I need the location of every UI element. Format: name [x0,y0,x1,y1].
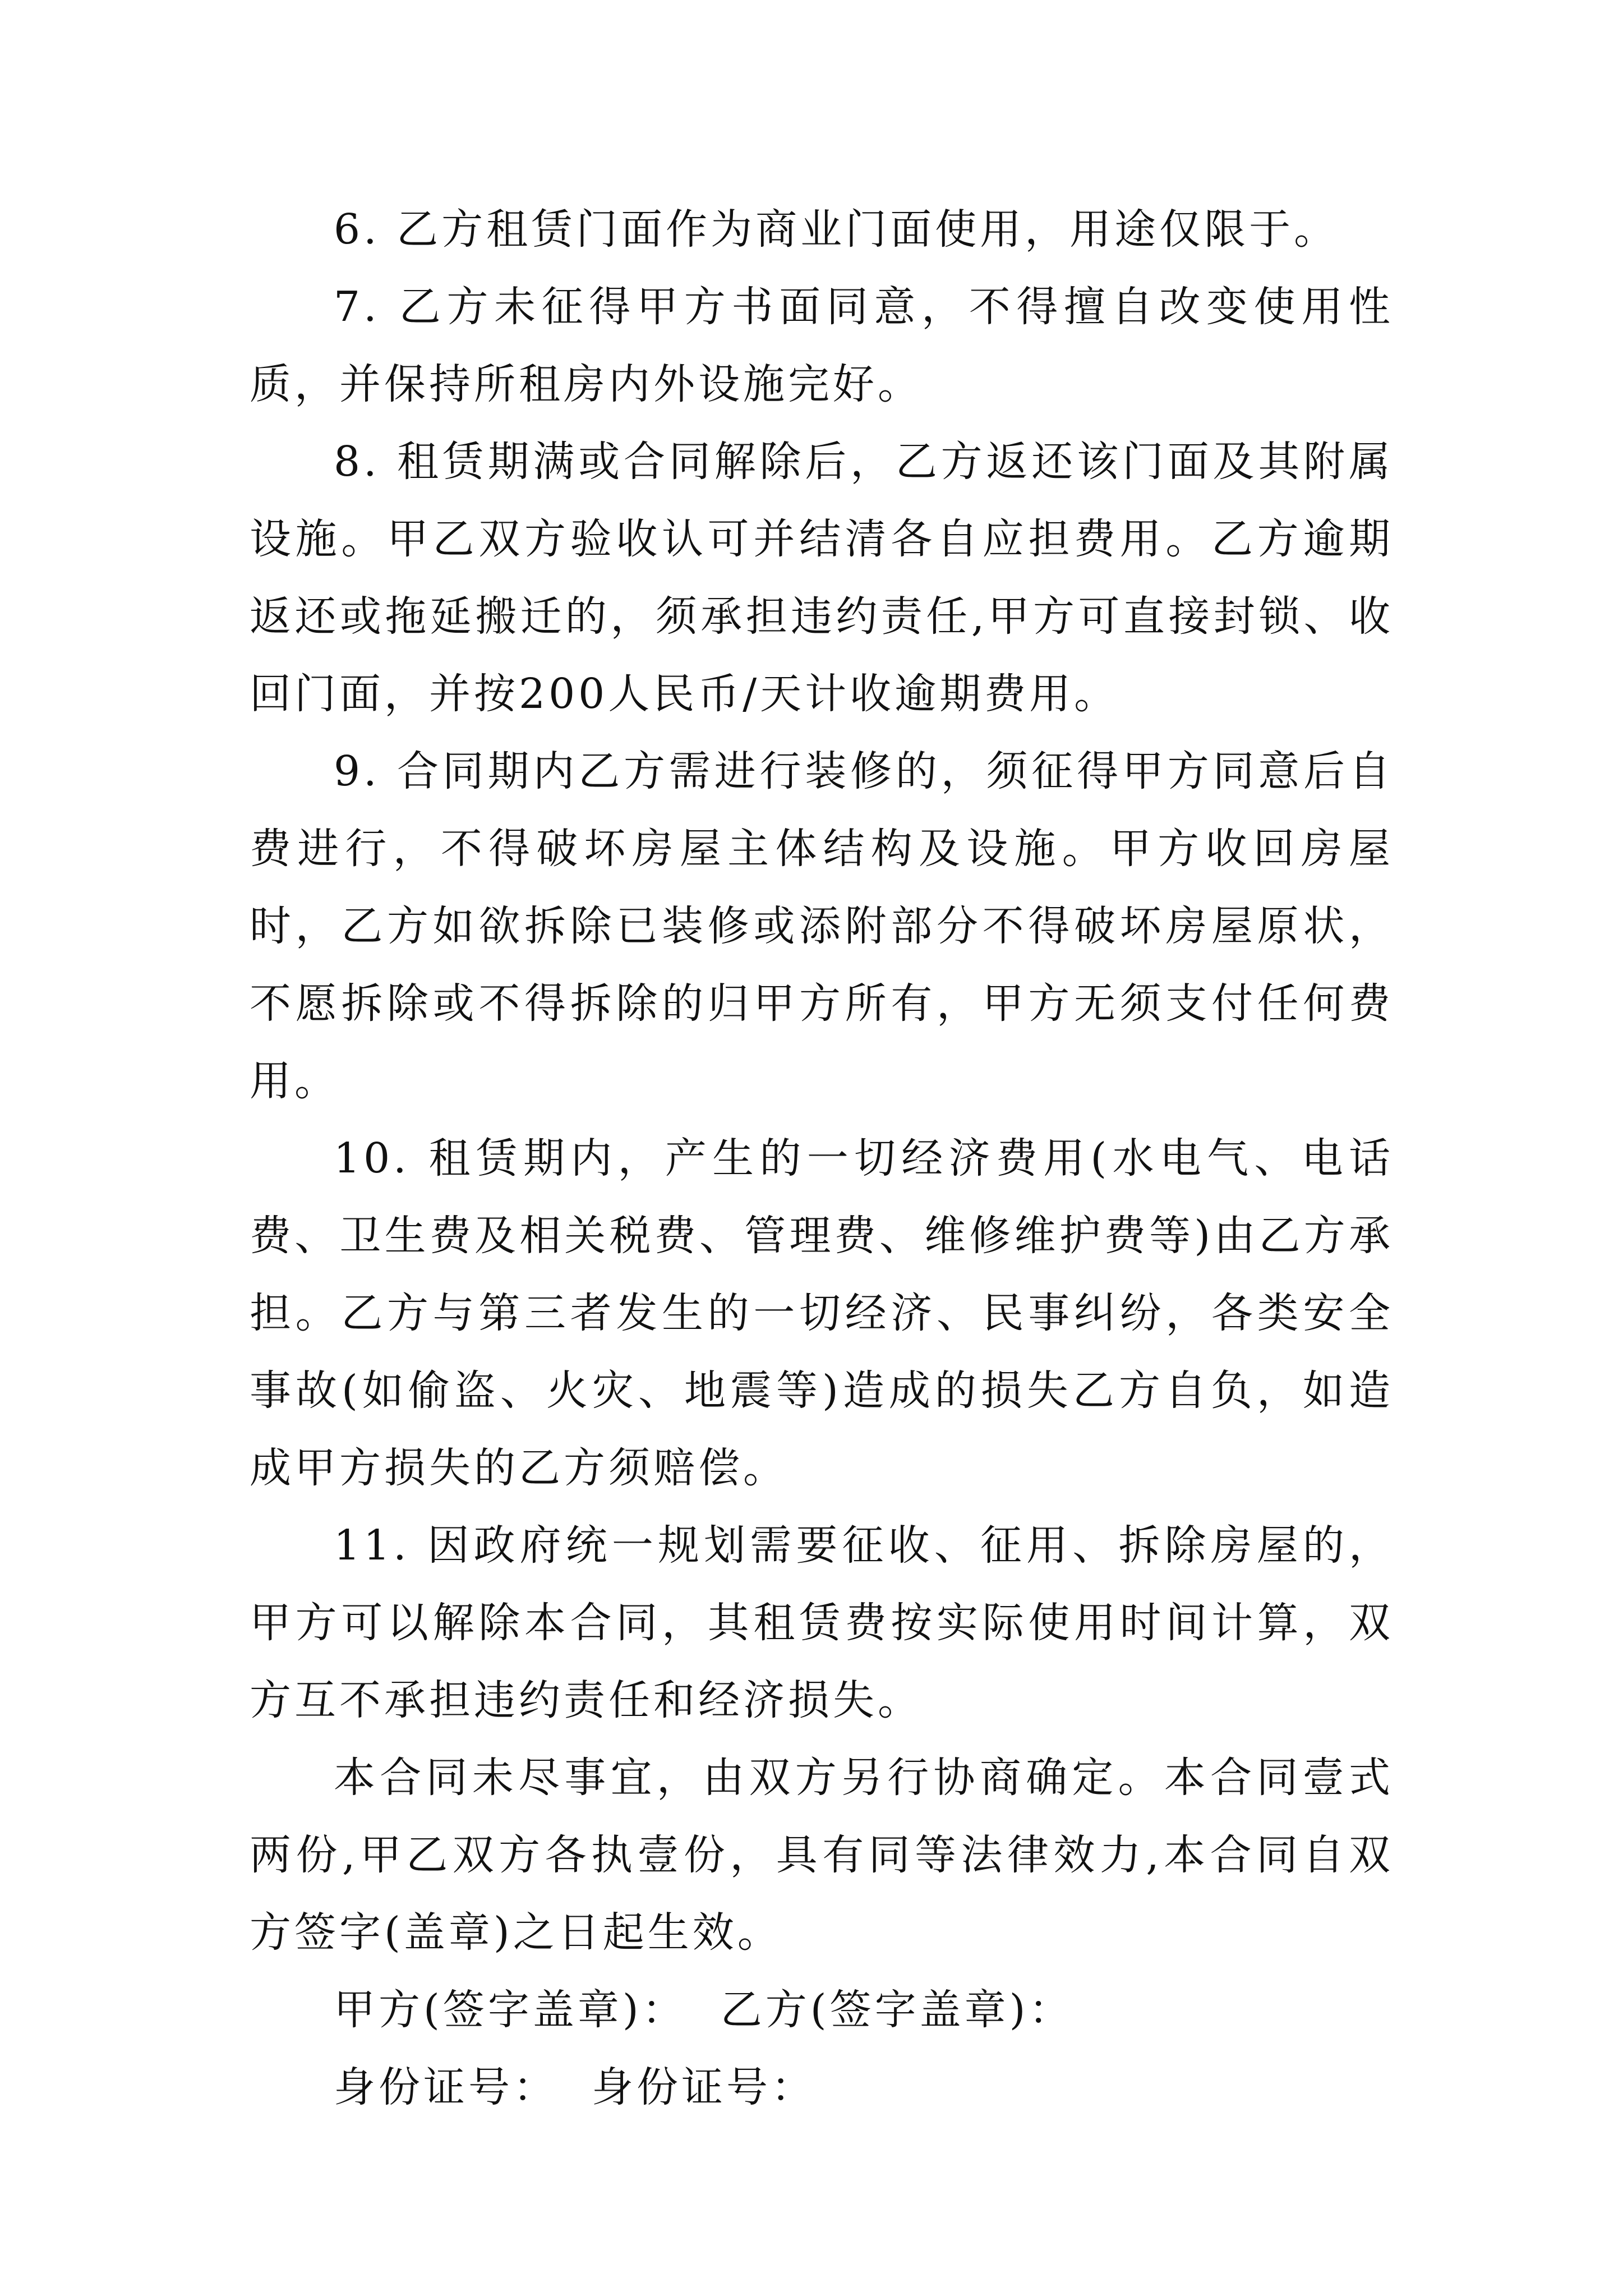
id-number-row [250,2049,1394,2126]
clause-6: 6. 乙方租赁门面作为商业门面使用，用途仅限于。 [334,205,1339,254]
signature-row [250,1971,1394,2049]
party-b-signature-label: 乙方(签字盖章)： [720,1986,1074,2034]
closing-clause: 本合同未尽事宜，由双方另行协商确定。本合同壹式两份,甲乙双方各执壹份，具有同等法律效力,本合同自双方签字(盖章)之日起生效。 [250,1754,1394,1957]
party-a-id-label: 身份证号： [334,2063,558,2111]
party-b-id-label: 身份证号： [592,2063,816,2111]
clause-8: 8. 租赁期满或合同解除后，乙方返还该门面及其附属设施。甲乙双方验收认可并结清各自应担费用。乙方逾期返还或拖延搬迁的，须承担违约责任,甲方可直接封锁、收回门面，并按200人民币/天计收逾期费用。 [250,438,1394,718]
contract-body [250,191,1394,2126]
clause-7: 7. 乙方未征得甲方书面同意，不得擅自改变使用性质，并保持所租房内外设施完好。 [250,283,1394,408]
clause-9: 9. 合同期内乙方需进行装修的，须征得甲方同意后自费进行，不得破坏房屋主体结构及设施。甲方收回房屋时，乙方如欲拆除已装修或添附部分不得破坏房屋原状，不愿拆除或不得拆除的归甲方所有，甲方无须支付任何费用。 [250,747,1394,1105]
clause-10: 10. 租赁期内，产生的一切经济费用(水电气、电话费、卫生费及相关税费、管理费、维修维护费等)由乙方承担。乙方与第三者发生的一切经济、民事纠纷，各类安全事故(如偷盗、火灾、地震等)造成的损失乙方自负，如造成甲方损失的乙方须赔偿。 [250,1134,1394,1492]
clause-11: 11. 因政府统一规划需要征收、征用、拆除房屋的，甲方可以解除本合同，其租赁费按实际使用时间计算，双方互不承担违约责任和经济损失。 [250,1521,1394,1724]
party-a-signature-label: 甲方(签字盖章)： [334,1986,687,2034]
